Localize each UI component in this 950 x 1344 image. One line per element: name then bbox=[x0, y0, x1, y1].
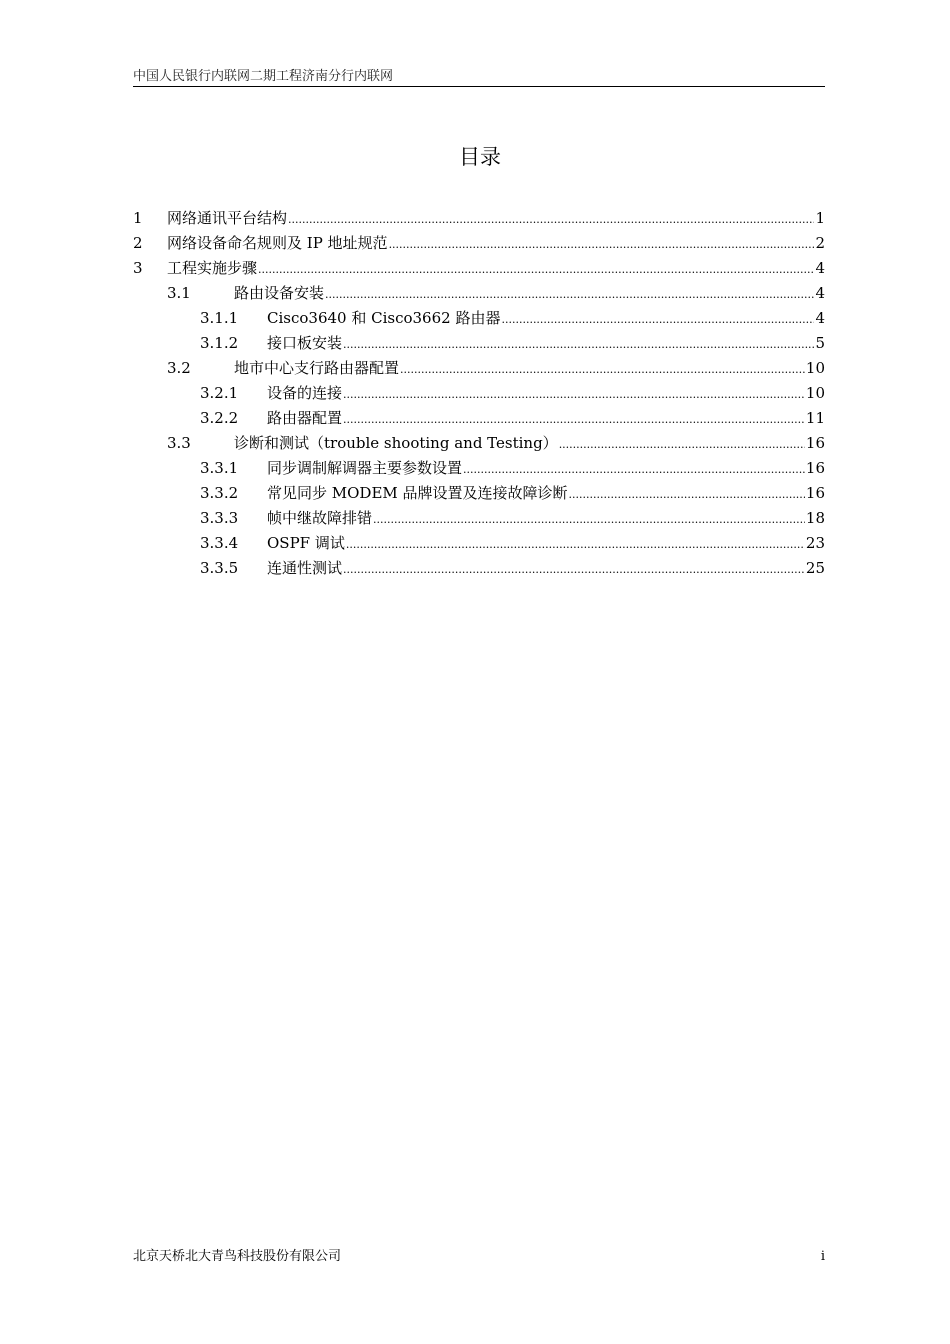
toc-entry-number: 3.3.3 bbox=[200, 509, 239, 527]
toc-entry-page: 16 bbox=[805, 459, 825, 477]
toc-entry-page: 25 bbox=[805, 559, 825, 577]
toc-dot-leader bbox=[343, 557, 805, 582]
toc-entry[interactable] bbox=[133, 331, 825, 356]
toc-entry-page: 16 bbox=[805, 434, 825, 452]
toc-entry-page: 23 bbox=[805, 534, 825, 552]
toc-entry-title: 接口板安装 bbox=[267, 334, 343, 352]
toc-entry[interactable] bbox=[133, 531, 825, 556]
toc-entry-number: 3.3.5 bbox=[200, 559, 239, 577]
toc-entry-title: 同步调制解调器主要参数设置 bbox=[267, 459, 463, 477]
toc-dot-leader bbox=[325, 282, 814, 307]
toc-dot-leader bbox=[463, 457, 805, 482]
toc-entry-page: 5 bbox=[815, 334, 825, 352]
header-rule bbox=[133, 86, 825, 87]
toc-dot-leader bbox=[389, 232, 815, 257]
toc-entry[interactable] bbox=[133, 406, 825, 431]
toc-dot-leader bbox=[501, 307, 814, 332]
toc-dot-leader bbox=[373, 507, 805, 532]
toc-entry[interactable] bbox=[133, 256, 825, 281]
toc-entry[interactable] bbox=[133, 306, 825, 331]
toc-entry-number: 2 bbox=[133, 234, 143, 252]
toc-entry-page: 10 bbox=[805, 359, 825, 377]
toc-entry-number: 3.3 bbox=[167, 434, 191, 452]
toc-dot-leader bbox=[569, 482, 805, 507]
toc-entry-page: 4 bbox=[815, 259, 825, 277]
footer-page-number: i bbox=[820, 1249, 825, 1264]
toc-entry-title: 地市中心支行路由器配置 bbox=[234, 359, 400, 377]
toc-dot-leader bbox=[343, 407, 805, 432]
toc-entry-title: 网络通讯平台结构 bbox=[167, 209, 288, 227]
toc-entry-number: 3.1.2 bbox=[200, 334, 239, 352]
toc-entry-page: 16 bbox=[805, 484, 825, 502]
toc-entry-number: 3 bbox=[133, 259, 143, 277]
toc-entry[interactable] bbox=[133, 231, 825, 256]
table-of-contents bbox=[133, 206, 825, 581]
toc-entry-title: 路由设备安装 bbox=[234, 284, 325, 302]
toc-entry[interactable] bbox=[133, 506, 825, 531]
toc-entry-page: 11 bbox=[805, 409, 825, 427]
footer-company: 北京天桥北大青鸟科技股份有限公司 bbox=[133, 1249, 342, 1264]
toc-entry-number: 3.2.1 bbox=[200, 384, 239, 402]
toc-entry[interactable] bbox=[133, 206, 825, 231]
toc-dot-leader bbox=[343, 382, 805, 407]
toc-entry-title: 路由器配置 bbox=[267, 409, 343, 427]
toc-entry-title: 帧中继故障排错 bbox=[267, 509, 373, 527]
toc-entry[interactable] bbox=[133, 481, 825, 506]
toc-entry-title: 工程实施步骤 bbox=[167, 259, 258, 277]
toc-entry-page: 4 bbox=[815, 309, 825, 327]
toc-entry-page: 2 bbox=[815, 234, 825, 252]
toc-dot-leader bbox=[346, 532, 805, 557]
toc-entry[interactable] bbox=[133, 431, 825, 456]
toc-dot-leader bbox=[400, 357, 805, 382]
toc-entry-page: 4 bbox=[815, 284, 825, 302]
toc-entry-title: 常见同步 MODEM 品牌设置及连接故障诊断 bbox=[267, 484, 568, 502]
toc-entry-number: 1 bbox=[133, 209, 143, 227]
toc-entry[interactable] bbox=[133, 356, 825, 381]
toc-entry-number: 3.1.1 bbox=[200, 309, 239, 327]
toc-entry-title: 设备的连接 bbox=[267, 384, 343, 402]
toc-entry[interactable] bbox=[133, 281, 825, 306]
toc-entry-page: 1 bbox=[815, 209, 825, 227]
toc-entry-title: Cisco3640 和 Cisco3662 路由器 bbox=[267, 309, 501, 327]
toc-dot-leader bbox=[343, 332, 814, 357]
page-title: 目录 bbox=[459, 145, 501, 169]
toc-entry-title: 诊断和测试（trouble shooting and Testing） bbox=[234, 434, 558, 452]
toc-dot-leader bbox=[258, 257, 814, 282]
toc-entry-title: 网络设备命名规则及 IP 地址规范 bbox=[167, 234, 388, 252]
toc-entry[interactable] bbox=[133, 381, 825, 406]
toc-entry-number: 3.2 bbox=[167, 359, 191, 377]
toc-entry-page: 10 bbox=[805, 384, 825, 402]
toc-entry-title: 连通性测试 bbox=[267, 559, 343, 577]
toc-entry-title: OSPF 调试 bbox=[267, 534, 345, 552]
toc-entry-number: 3.3.2 bbox=[200, 484, 239, 502]
toc-dot-leader bbox=[288, 207, 814, 232]
toc-dot-leader bbox=[559, 432, 805, 457]
toc-entry-number: 3.3.4 bbox=[200, 534, 239, 552]
toc-entry-number: 3.2.2 bbox=[200, 409, 239, 427]
toc-entry-number: 3.3.1 bbox=[200, 459, 239, 477]
toc-entry[interactable] bbox=[133, 556, 825, 581]
toc-entry-page: 18 bbox=[805, 509, 825, 527]
page-header: 中国人民银行内联网二期工程济南分行内联网 bbox=[133, 69, 394, 84]
toc-entry[interactable] bbox=[133, 456, 825, 481]
toc-entry-number: 3.1 bbox=[167, 284, 191, 302]
